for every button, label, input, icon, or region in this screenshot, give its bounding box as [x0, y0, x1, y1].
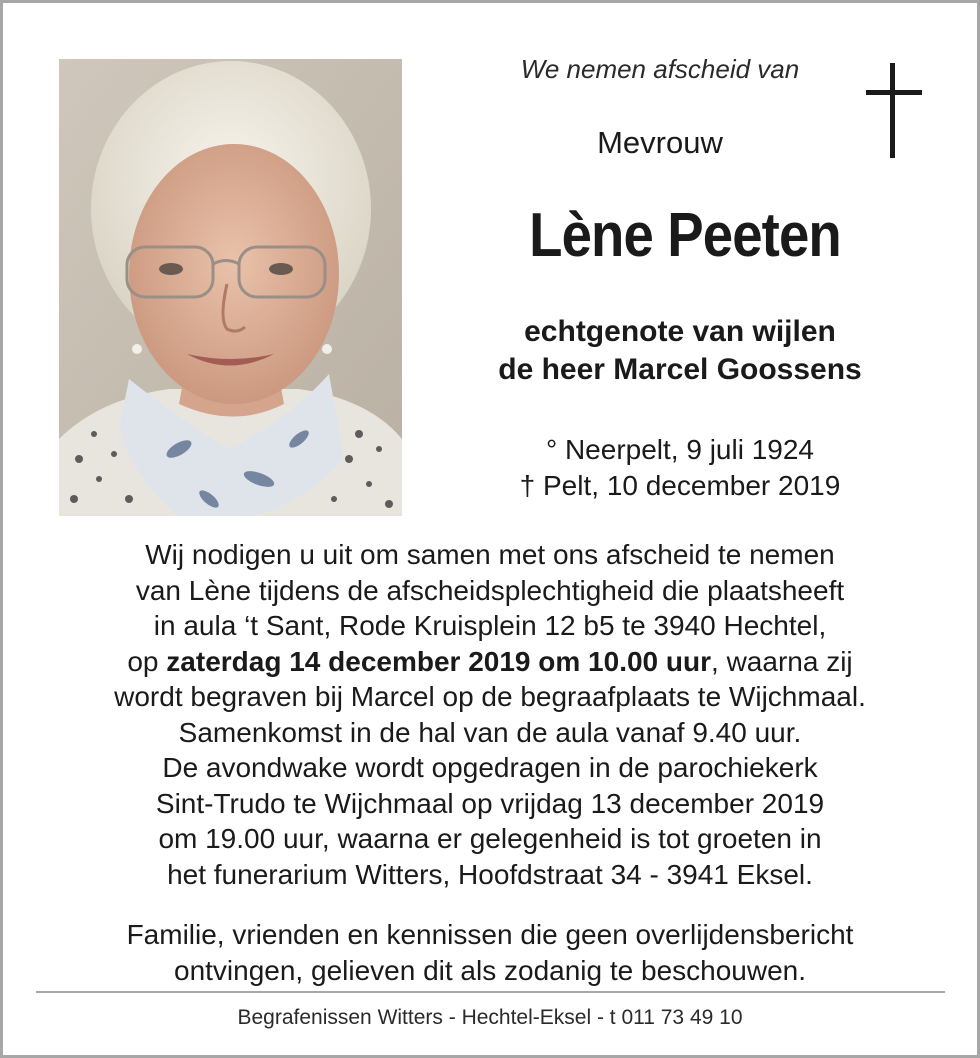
- body-line: Wij nodigen u uit om samen met ons afscheid te nemen: [145, 539, 835, 570]
- body-line: wordt begraven bij Marcel op de begraafplaats te Wijchmaal.: [114, 681, 866, 712]
- body-line-ceremony-date: [40, 644, 940, 680]
- ceremony-date: zaterdag 14 december 2019 om 10.00 uur: [166, 645, 712, 677]
- family-line-2: ontvingen, gelieven dit als zodanig te beschouwen.: [174, 955, 806, 986]
- body-line: van Lène tijdens de afscheidsplechtigheid die plaatsheeft: [135, 574, 845, 606]
- body-line: Samenkomst in de hal van de aula vanaf 9.40 uur.: [178, 716, 802, 748]
- body-line: het funerarium Witters, Hoofdstraat 34 - 3941 Eksel.: [167, 858, 813, 890]
- portrait-photo: [59, 59, 402, 516]
- life-dates: [400, 432, 960, 504]
- footer-divider: [36, 991, 945, 993]
- body-text: , waarna zij: [711, 645, 853, 677]
- ceremony-text: [40, 537, 940, 892]
- family-notice: [40, 917, 940, 989]
- death-date: † Pelt, 10 december 2019: [519, 470, 841, 501]
- body-line: De avondwake wordt opgedragen in de parochiekerk: [162, 752, 818, 783]
- birth-date: ° Neerpelt, 9 juli 1924: [545, 434, 815, 465]
- funeral-home-footer: Begrafenissen Witters - Hechtel-Eksel - t 011 73 49 10: [237, 1006, 743, 1029]
- spouse-info: [400, 313, 960, 389]
- body-line: Sint-Trudo te Wijchmaal op vrijdag 13 december 2019: [155, 787, 825, 819]
- intro-text: We nemen afscheid van: [520, 54, 800, 84]
- honorific: Mevrouw: [597, 125, 723, 160]
- body-line: in aula ‘t Sant, Rode Kruisplein 12 b5 te 3940 Hechtel,: [153, 610, 827, 641]
- body-text: op: [127, 645, 167, 677]
- spouse-line-1: echtgenote van wijlen: [524, 315, 836, 348]
- deceased-name: Lène Peeten: [529, 201, 841, 270]
- spouse-line-2: de heer Marcel Goossens: [498, 353, 862, 386]
- body-line: om 19.00 uur, waarna er gelegenheid is tot groeten in: [158, 823, 822, 854]
- family-line-1: Familie, vrienden en kennissen die geen overlijdensbericht: [126, 919, 854, 950]
